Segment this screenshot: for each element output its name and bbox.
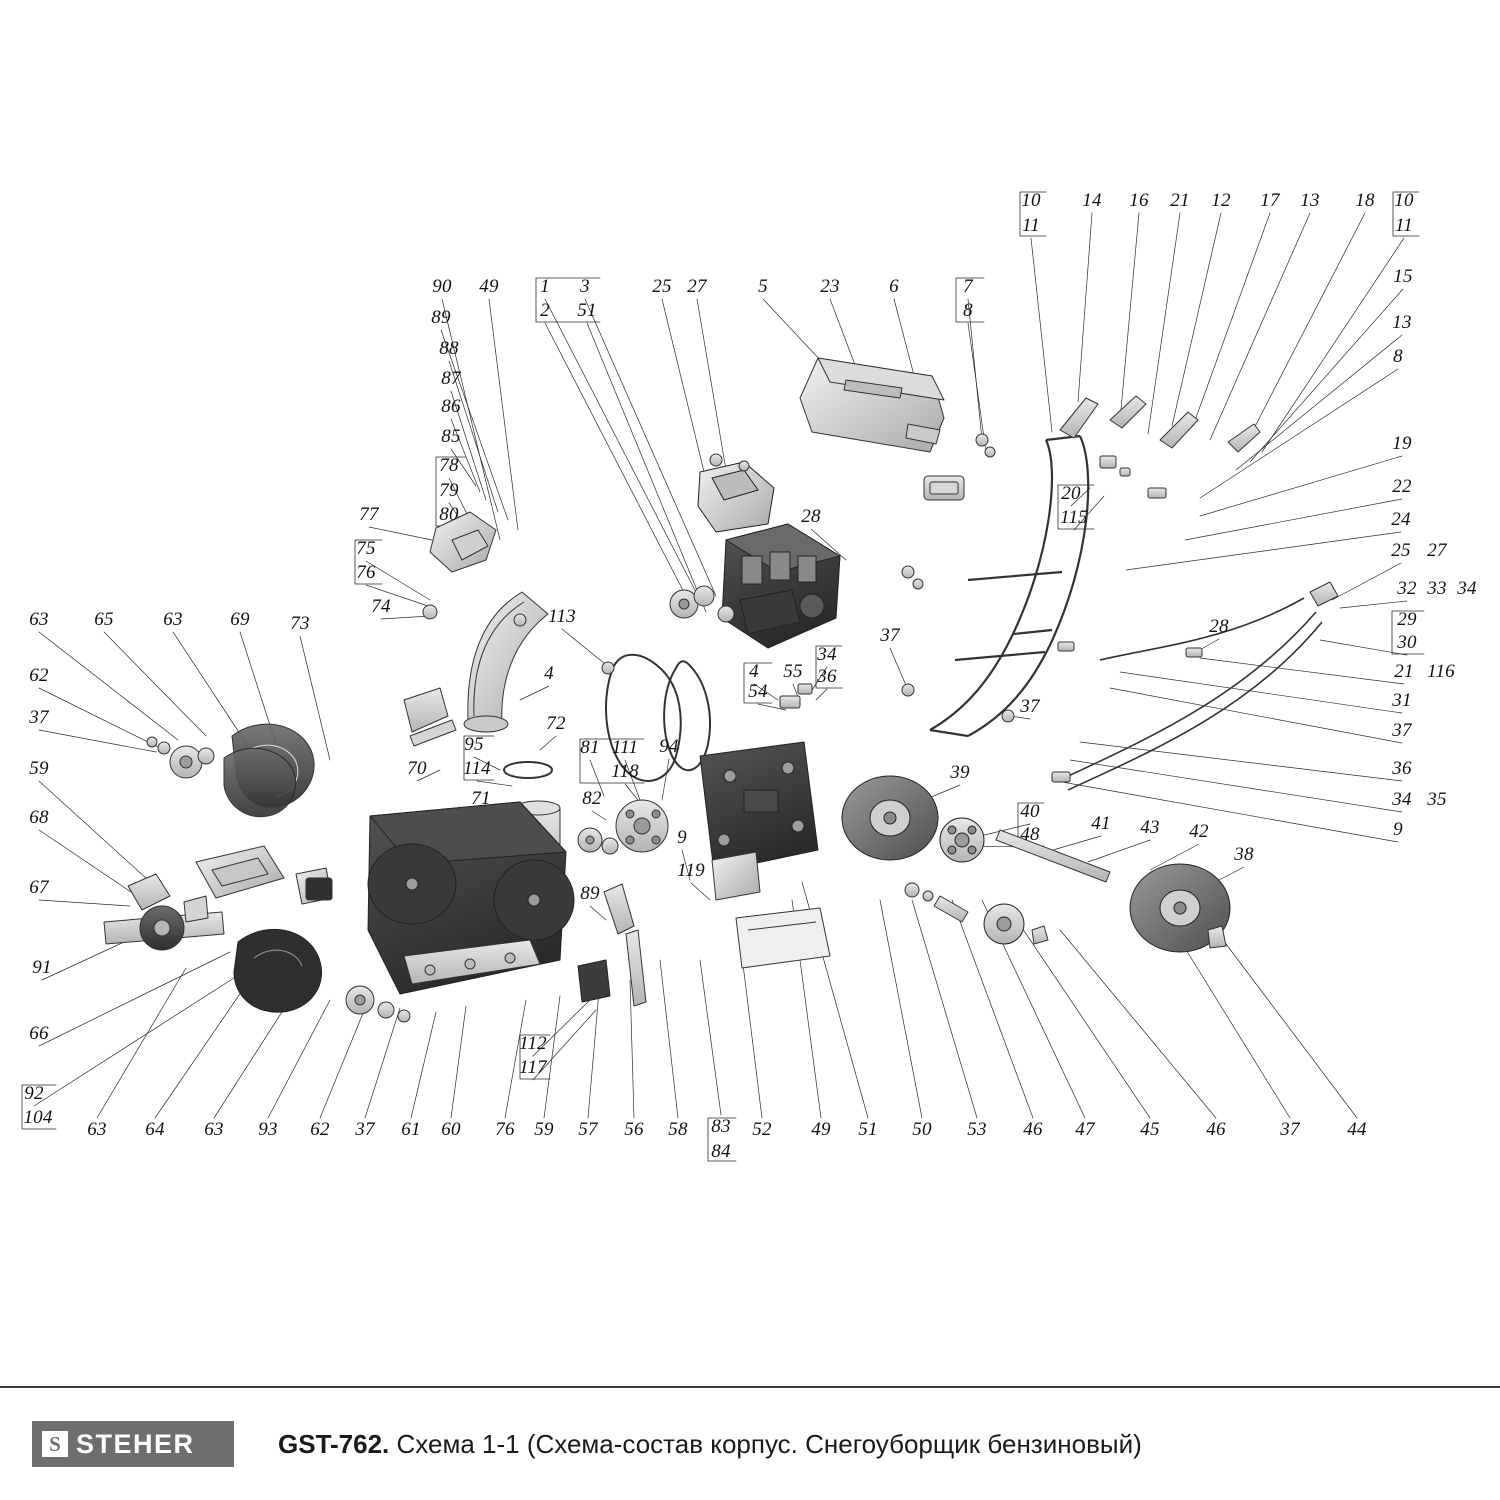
callout-number: 63: [204, 1119, 224, 1140]
callout-number: 78: [439, 455, 459, 476]
callout-number: 46: [1023, 1119, 1043, 1140]
callout-number: 36: [817, 666, 837, 687]
callout-number: 69: [230, 609, 250, 630]
callout-number: 11: [1395, 215, 1413, 236]
callout-number: 48: [1020, 824, 1040, 845]
callout-number: 12: [1211, 190, 1231, 211]
brand-name: STEHER: [76, 1428, 195, 1459]
callout-number: 112: [519, 1033, 547, 1054]
callout-number: 21: [1170, 190, 1190, 211]
callout-number: 38: [1234, 844, 1254, 865]
callout-number: 87: [441, 368, 461, 389]
callout-number: 37: [1392, 720, 1412, 741]
callout-number: 3: [580, 276, 590, 297]
callout-number: 25: [652, 276, 672, 297]
callout-number: 52: [752, 1119, 772, 1140]
callout-number: 9: [1393, 819, 1403, 840]
callout-number: 28: [1209, 616, 1229, 637]
callout-number: 95: [464, 734, 484, 755]
callout-number: 62: [29, 665, 49, 686]
callout-number: 91: [32, 957, 52, 978]
callout-number: 53: [967, 1119, 987, 1140]
callout-number: 92: [24, 1083, 44, 1104]
callout-number: 88: [439, 338, 459, 359]
caption-text: Схема 1-1 (Схема-состав корпус. Снегоуборщик бензиновый): [396, 1428, 1142, 1459]
callout-number: 8: [1393, 346, 1403, 367]
callout-number: 119: [677, 860, 705, 881]
callout-number: 40: [1020, 801, 1040, 822]
callout-number: 113: [548, 606, 576, 627]
callout-number: 84: [711, 1141, 731, 1162]
callout-number: 8: [963, 300, 973, 321]
callout-number: 56: [624, 1119, 644, 1140]
callout-number: 63: [163, 609, 183, 630]
callout-number: 114: [463, 758, 491, 779]
callout-number: 62: [310, 1119, 330, 1140]
diagram-caption: [278, 1429, 1142, 1460]
callout-number: 43: [1140, 817, 1160, 838]
callout-number: 9: [677, 827, 687, 848]
callout-number: 51: [858, 1119, 878, 1140]
callout-number: 77: [359, 504, 379, 525]
brand-logo: [32, 1421, 234, 1467]
callout-number: 58: [668, 1119, 688, 1140]
callout-number: 20: [1061, 483, 1081, 504]
callout-number: 25: [1391, 540, 1411, 561]
callout-number: 23: [820, 276, 840, 297]
callout-number: 73: [290, 613, 310, 634]
callout-number: 33: [1427, 578, 1447, 599]
callout-number: 44: [1347, 1119, 1367, 1140]
callout-number: 118: [611, 761, 639, 782]
callout-number: 75: [356, 538, 376, 559]
callout-number: 49: [479, 276, 499, 297]
callout-number: 42: [1189, 821, 1209, 842]
callout-number: 71: [471, 788, 491, 809]
callout-number: 11: [1022, 215, 1040, 236]
callout-number: 16: [1129, 190, 1149, 211]
callout-number: 93: [258, 1119, 278, 1140]
brand-mark-icon: S: [42, 1431, 68, 1457]
callout-number: 37: [880, 625, 900, 646]
callout-number: 64: [145, 1119, 165, 1140]
callout-number: 59: [534, 1119, 554, 1140]
callout-number: 29: [1397, 609, 1417, 630]
callout-number: 13: [1392, 312, 1412, 333]
callout-number: 15: [1393, 266, 1413, 287]
callout-number: 49: [811, 1119, 831, 1140]
callout-number: 63: [29, 609, 49, 630]
callout-number: 94: [659, 736, 679, 757]
callout-number: 35: [1427, 789, 1447, 810]
callout-number: 54: [748, 681, 768, 702]
callout-number: 117: [519, 1057, 547, 1078]
callout-number: 76: [495, 1119, 515, 1140]
callout-number: 68: [29, 807, 49, 828]
callout-number: 37: [1280, 1119, 1300, 1140]
callout-number: 60: [441, 1119, 461, 1140]
callout-number: 115: [1060, 507, 1088, 528]
callout-number: 1: [540, 276, 550, 297]
callout-number: 89: [431, 307, 451, 328]
callout-number: 19: [1392, 433, 1412, 454]
callout-number: 79: [439, 480, 459, 501]
callout-number: 5: [758, 276, 768, 297]
callout-number: 83: [711, 1116, 731, 1137]
callout-number: 36: [1392, 758, 1412, 779]
callout-number: 32: [1397, 578, 1417, 599]
callout-number: 37: [355, 1119, 375, 1140]
callout-number: 111: [611, 737, 639, 758]
callout-number: 28: [801, 506, 821, 527]
callout-number: 34: [817, 644, 837, 665]
callout-number: 85: [441, 426, 461, 447]
callout-number: 47: [1075, 1119, 1095, 1140]
callout-number: 10: [1394, 190, 1414, 211]
callout-number: 24: [1391, 509, 1411, 530]
callout-number: 82: [582, 788, 602, 809]
callout-number: 45: [1140, 1119, 1160, 1140]
callout-number: 34: [1392, 789, 1412, 810]
callout-number: 14: [1082, 190, 1102, 211]
callout-number: 50: [912, 1119, 932, 1140]
callout-number: 46: [1206, 1119, 1226, 1140]
callout-number: 27: [1427, 540, 1447, 561]
callout-number: 37: [1020, 696, 1040, 717]
callout-number: 31: [1392, 690, 1412, 711]
callout-number: 116: [1427, 661, 1455, 682]
callout-number: 80: [439, 504, 459, 525]
callout-number: 51: [577, 300, 597, 321]
callout-number: 21: [1394, 661, 1414, 682]
callout-number: 10: [1021, 190, 1041, 211]
footer-bar: [0, 1388, 1500, 1500]
model-number: GST-762.: [278, 1428, 390, 1459]
callout-number: 22: [1392, 476, 1412, 497]
callout-number: 65: [94, 609, 114, 630]
callout-number: 81: [580, 737, 600, 758]
callout-number: 70: [407, 758, 427, 779]
callout-number: 7: [963, 276, 973, 297]
callout-number: 41: [1091, 813, 1111, 834]
callout-number: 76: [356, 562, 376, 583]
callout-number: 90: [432, 276, 452, 297]
callout-number: 2: [540, 300, 550, 321]
callout-number: 66: [29, 1023, 49, 1044]
callout-number: 4: [544, 663, 554, 684]
callout-number: 34: [1457, 578, 1477, 599]
callout-number: 13: [1300, 190, 1320, 211]
callout-number: 55: [783, 661, 803, 682]
callout-number: 89: [580, 883, 600, 904]
callout-number: 6: [889, 276, 899, 297]
callout-number: 37: [29, 707, 49, 728]
callout-number: 61: [401, 1119, 421, 1140]
callout-number: 27: [687, 276, 707, 297]
callout-number: 17: [1260, 190, 1280, 211]
callout-number: 72: [546, 713, 566, 734]
callout-number: 74: [371, 596, 391, 617]
callout-number: 18: [1355, 190, 1375, 211]
callout-number: 59: [29, 758, 49, 779]
callout-number: 30: [1397, 632, 1417, 653]
callout-number: 104: [23, 1107, 53, 1128]
callout-number: 67: [29, 877, 49, 898]
callout-number: 86: [441, 396, 461, 417]
callout-number: 4: [749, 661, 759, 682]
callout-number: 63: [87, 1119, 107, 1140]
callout-number: 39: [950, 762, 970, 783]
callout-number: 57: [578, 1119, 598, 1140]
